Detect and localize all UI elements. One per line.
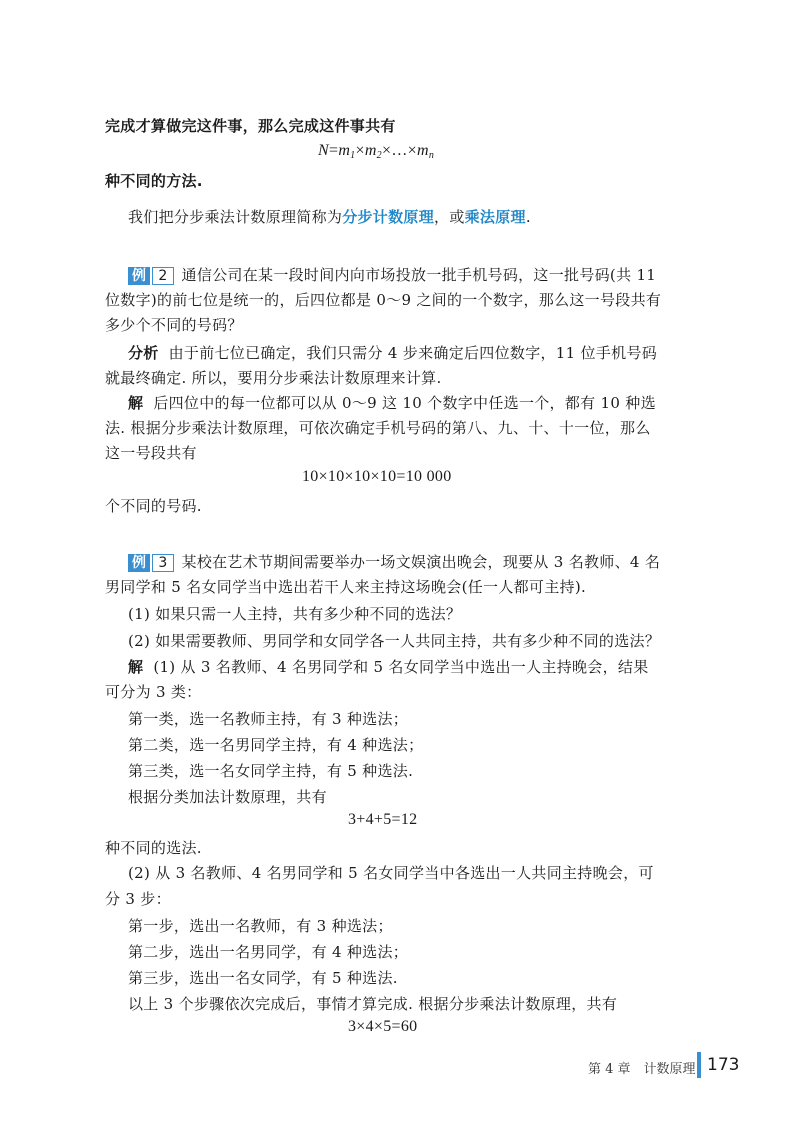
part-2-solution: 分 3 步： [105,890,171,908]
example-badge: 例 [128,267,150,285]
case-item: 第三类，选一名女同学主持，有 5 种选法. [128,762,414,780]
example-3-text: 男同学和 5 名女同学当中选出若干人来主持这场晚会(任一人都可主持). [105,578,587,596]
example-2-text: 位数字)的前七位是统一的，后四位都是 0～9 之间的一个数字，那么这一号段共有 [105,291,662,309]
example-number: 3 [152,554,173,572]
step-item: 第三步，选出一名女同学，有 5 种选法. [128,969,398,987]
example-2-solution: 这一号段共有 [105,444,197,462]
example-2-analysis: 就最终确定. 所以，要用分步乘法计数原理来计算. [105,369,442,387]
addition-rule: 根据分类加法计数原理，共有 [128,788,327,806]
example-3-question-1: (1) 如果只需一人主持，共有多少种不同的选法？ [128,605,462,623]
example-2-heading: 例 2 通信公司在某一段时间内向市场投放一批手机号码，这一批号码(共 11 [128,264,656,285]
addition-equation: 3+4+5=12 [348,811,418,828]
part-1-conclusion: 种不同的选法. [105,839,202,857]
product-formula: $N=m_1\times m_2\times\dots\times m_n$ [318,142,435,161]
example-3-heading: 例 3 某校在艺术节期间需要举办一场文娱演出晚会，现要从 3 名教师、4 名 [128,551,660,572]
example-3-solution: 解 (1) 从 3 名教师、4 名男同学和 5 名女同学当中选出一人主持晚会，结果 [128,658,649,676]
footer-divider [697,1052,701,1078]
case-item: 第二类，选一名男同学主持，有 4 种选法； [128,736,424,754]
part-2-solution: (2) 从 3 名教师、4 名男同学和 5 名女同学当中各选出一人共同主持晚会，可 [128,864,654,882]
case-item: 第一类，选一名教师主持，有 3 种选法； [128,710,409,728]
example-2-solution: 法. 根据分步乘法计数原理，可依次确定手机号码的第八、九、十、十一位，那么 [105,419,651,437]
example-number: 2 [152,267,173,285]
example-2-equation: 10×10×10×10=10 000 [302,468,452,485]
continuation-conclusion: 种不同的方法. [105,172,203,190]
example-2-conclusion: 个不同的号码. [105,497,202,515]
step-item: 第二步，选出一名男同学，有 4 种选法； [128,943,409,961]
multiplication-equation: 3×4×5=60 [348,1018,418,1035]
term-multiplication-principle: 乘法原理 [464,208,526,226]
example-2-analysis: 分析 由于前七位已确定，我们只需分 4 步来确定后四位数字，11 位手机号码 [128,344,658,362]
continuation-line: 完成才算做完这件事，那么完成这件事共有 [105,117,396,135]
example-3-question-2: (2) 如果需要教师、男同学和女同学各一人共同主持，共有多少种不同的选法？ [128,632,661,650]
step-item: 第一步，选出一名教师，有 3 种选法； [128,917,393,935]
example-2-text: 多少个不同的号码？ [105,316,243,334]
term-step-counting: 分步计数原理 [342,208,435,226]
multiplication-rule: 以上 3 个步骤依次完成后，事情才算完成. 根据分步乘法计数原理，共有 [128,995,618,1013]
summary-sentence: 我们把分步乘法计数原理简称为分步计数原理，或乘法原理. [128,208,531,226]
example-3-solution: 可分为 3 类： [105,683,202,701]
chapter-label: 第 4 章 计数原理 [588,1062,696,1077]
example-2-solution: 解 后四位中的每一位都可以从 0～9 这 10 个数字中任选一个，都有 10 种选 [128,394,656,412]
example-badge: 例 [128,554,150,572]
page-number: 173 [707,1055,740,1075]
